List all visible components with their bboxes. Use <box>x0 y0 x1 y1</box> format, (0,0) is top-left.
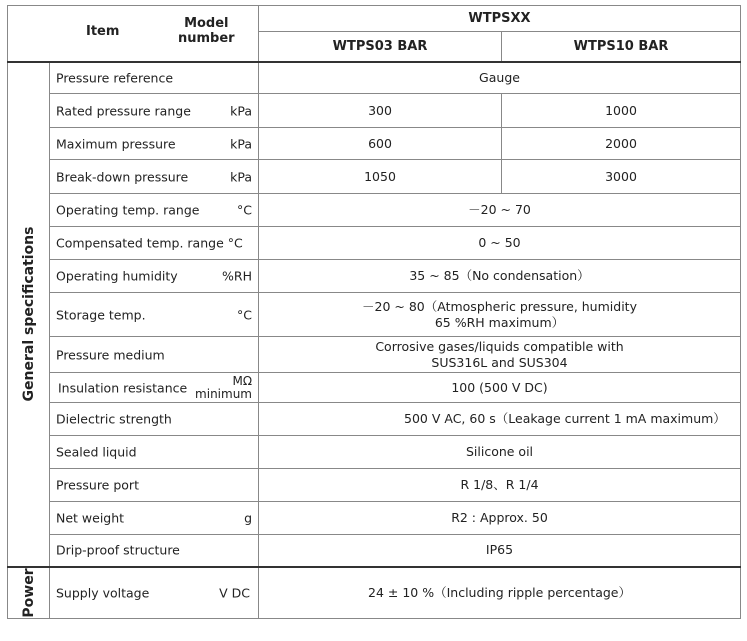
group-power <box>8 567 50 619</box>
spec-row <box>8 436 741 469</box>
param-name: Drip-proof structure <box>56 542 180 558</box>
param-cell <box>50 436 259 469</box>
param-name: Operating humidity <box>56 268 178 284</box>
spec-value-03: 1050 <box>259 160 502 194</box>
spec-table <box>7 5 741 619</box>
param-cell <box>50 337 259 373</box>
param-cell <box>50 62 259 94</box>
series-header: WTPSXX <box>259 6 741 32</box>
param-unit: kPa <box>230 136 252 151</box>
spec-row <box>8 403 741 436</box>
param-name: Operating temp. range <box>56 202 200 218</box>
spec-row <box>8 260 741 293</box>
spec-value-10: 2000 <box>502 128 741 160</box>
group-general <box>8 62 50 567</box>
spec-row <box>8 128 741 160</box>
spec-row <box>8 535 741 567</box>
param-cell <box>50 373 259 403</box>
spec-row <box>8 337 741 373</box>
param-name: Maximum pressure <box>56 136 176 151</box>
spec-value-03: 600 <box>259 128 502 160</box>
param-name: Sealed liquid <box>56 444 137 460</box>
param-name: Net weight <box>56 510 125 526</box>
spec-value: －20 ~ 80（Atmospheric pressure, humidity 65 %RH maximum） <box>259 293 741 337</box>
spec-value: Gauge <box>259 62 741 94</box>
param-cell <box>50 535 259 567</box>
spec-row <box>8 227 741 260</box>
param-name: Pressure reference <box>56 70 174 86</box>
group-general-label: General specifications <box>20 226 37 402</box>
spec-value-03: 300 <box>259 94 502 128</box>
param-cell <box>50 94 259 128</box>
param-unit: °C <box>237 202 252 218</box>
param-name: Compensated temp. range °C <box>56 235 243 251</box>
param-cell <box>50 293 259 337</box>
param-unit: g <box>244 510 252 526</box>
spec-row <box>8 94 741 128</box>
spec-value: 0 ~ 50 <box>259 227 741 260</box>
spec-value-10: 3000 <box>502 160 741 194</box>
param-name: Break-down pressure <box>56 169 189 184</box>
spec-row <box>8 62 741 94</box>
param-cell <box>50 260 259 293</box>
spec-value: Corrosive gases/liquids compatible with SUS316L and SUS304 <box>259 337 741 373</box>
param-name: Rated pressure range <box>56 103 191 118</box>
spec-value-10: 1000 <box>502 94 741 128</box>
model-header-03: WTPS03 BAR <box>259 32 502 62</box>
spec-row <box>8 293 741 337</box>
param-cell <box>50 403 259 436</box>
param-unit: %RH <box>222 268 252 284</box>
item-model-header <box>8 6 259 62</box>
spec-row <box>8 502 741 535</box>
param-cell <box>50 567 259 619</box>
param-name: Pressure medium <box>56 347 165 362</box>
spec-value: IP65 <box>259 535 741 567</box>
spec-value: 24 ± 10 %（Including ripple percentage） <box>259 567 741 619</box>
param-unit: MΩ minimum <box>195 373 252 401</box>
item-label: Item <box>86 24 120 39</box>
spec-row <box>8 373 741 403</box>
spec-value: 35 ~ 85（No condensation） <box>259 260 741 293</box>
param-name: Pressure port <box>56 477 139 493</box>
param-unit: kPa <box>230 103 252 118</box>
spec-value: 100 (500 V DC) <box>259 373 741 403</box>
param-name: Dielectric strength <box>56 411 172 427</box>
spec-row <box>8 160 741 194</box>
param-cell <box>50 128 259 160</box>
group-power-label: Power <box>20 568 37 618</box>
spec-value: Silicone oil <box>259 436 741 469</box>
param-cell <box>50 194 259 227</box>
spec-value: R 1/8、R 1/4 <box>259 469 741 502</box>
param-unit: V DC <box>219 585 250 601</box>
spec-value: －20 ~ 70 <box>259 194 741 227</box>
model-number-label: Model number <box>178 16 235 46</box>
param-cell <box>50 502 259 535</box>
param-unit: °C <box>237 307 252 322</box>
param-cell <box>50 469 259 502</box>
model-header-10: WTPS10 BAR <box>502 32 741 62</box>
param-cell <box>50 227 259 260</box>
spec-row <box>8 567 741 619</box>
spec-value: 500 V AC, 60 s（Leakage current 1 mA maximum） <box>259 403 741 436</box>
param-unit: kPa <box>230 169 252 184</box>
param-name: Storage temp. <box>56 307 146 322</box>
param-cell <box>50 160 259 194</box>
param-name: Insulation resistance <box>58 380 188 395</box>
param-name: Supply voltage <box>56 585 150 601</box>
header-row-1 <box>8 6 741 32</box>
spec-value: R2 : Approx. 50 <box>259 502 741 535</box>
spec-row <box>8 194 741 227</box>
spec-row <box>8 469 741 502</box>
